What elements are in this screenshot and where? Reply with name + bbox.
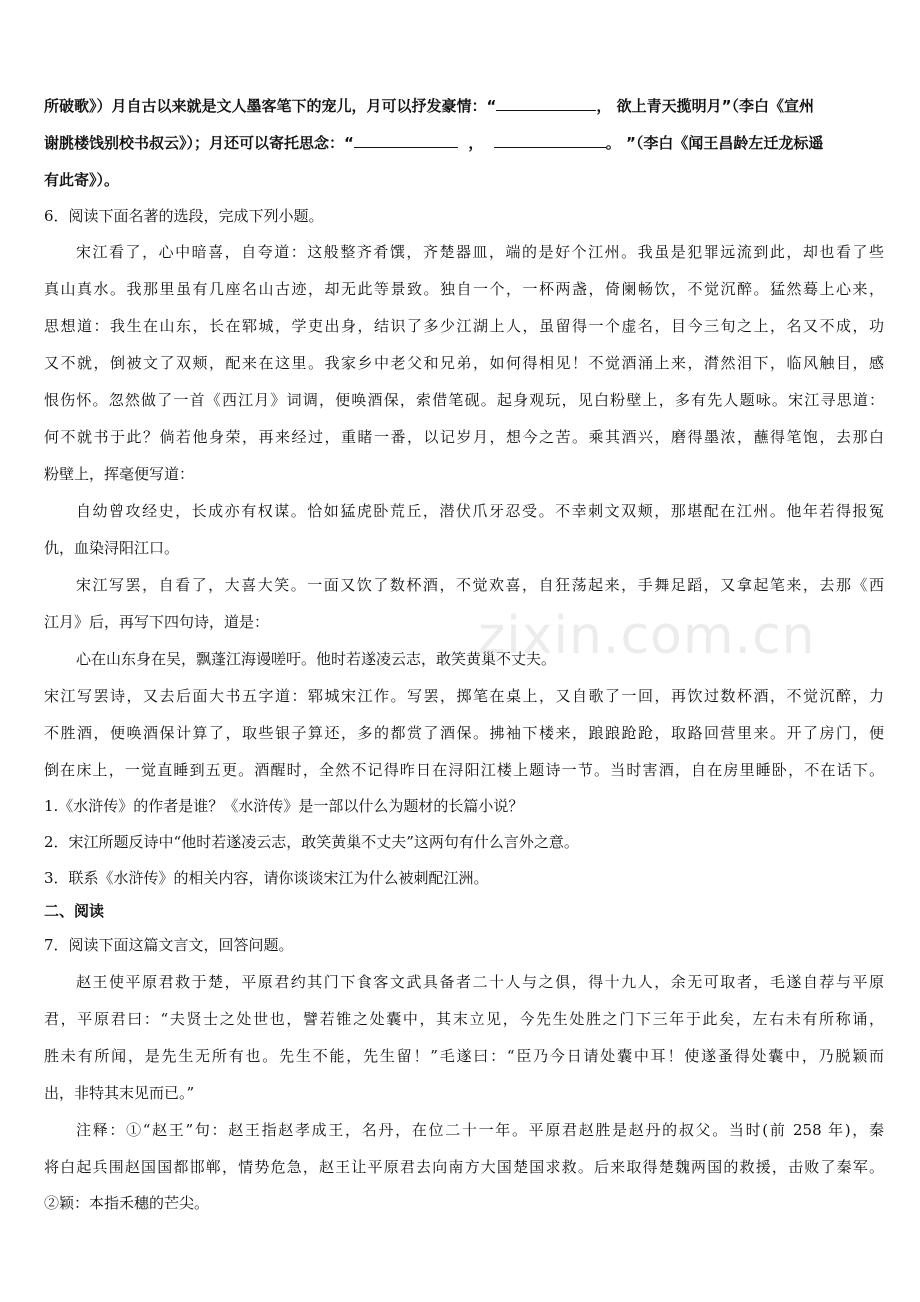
question-7-prompt: 7．阅读下面这篇文言文，回答问题。 xyxy=(44,936,294,954)
question-6-prompt: 6．阅读下面名著的选段，完成下列小题。 xyxy=(44,207,324,225)
answer-blank[interactable] xyxy=(494,133,606,148)
site-watermark: zixin.com.cn xyxy=(478,606,816,666)
passage-line: 粉壁上，挥毫便写道： xyxy=(44,465,195,483)
sub-question-3: 3．联系《水浒传》的相关内容，请你谈谈宋江为什么被刺配江洲。 xyxy=(44,869,489,887)
classical-text-line: 君，平原君曰：“夫贤士之处世也，譬若锥之处囊中，其末立见，今先生处胜之门下三年于此矣，左右未有所称诵， xyxy=(44,1010,884,1028)
ci-poem-line: 自幼曾攻经史，长成亦有权谋。恰如猛虎卧荒丘，潜伏爪牙忍受。不幸刺文双颊，那堪配在江州。他年若得报冤 xyxy=(76,502,884,520)
passage-line: 宋江看了，心中暗喜，自夸道：这般整齐肴馔，齐楚器皿，端的是好个江州。我虽是犯罪远流到此，却也看了些 xyxy=(76,243,884,261)
poem-question-text-1b: ， 欲上青天揽明月”（李白《宣州 xyxy=(596,97,814,115)
passage-line: 思想道：我生在山东，长在郓城，学吏出身，结识了多少江湖上人，虽留得一个虚名，目今三旬之上，名又不成，功 xyxy=(44,317,884,335)
poem-question-line-2 xyxy=(44,133,884,153)
answer-blank[interactable] xyxy=(354,133,458,148)
answer-blank[interactable] xyxy=(496,96,596,111)
passage-line: 恨伤怀。忽然做了一首《西江月》词调，便唤酒保，索借笔砚。起身观玩，见白粉壁上，多有先人题咏。宋江寻思道： xyxy=(44,391,884,409)
classical-text-line: 赵王使平原君救于楚，平原君约其门下食客文武具备者二十人与之俱，得十九人，余无可取者，毛遂自荐与平原 xyxy=(76,973,884,991)
passage-line: 真山真水。我那里虽有几座名山古迹，却无此等景致。独自一个，一杯两盏，倚阑畅饮，不觉沉醉。猛然蓦上心来， xyxy=(44,280,884,298)
poem-question-text-2c: 。 ”（李白《闻王昌龄左迁龙标遥 xyxy=(605,134,824,152)
passage-line: 不胜酒，便唤酒保计算了，取些银子算还，多的都赏了酒保。拂袖下楼来，踉踉跄跄，取路回营里来。开了房门，便 xyxy=(44,724,884,742)
annotation-line: 将白起兵围赵国国都邯郸，情势危急，赵王让平原君去向南方大国楚国求救。后来取得楚魏两国的救援，击败了秦军。 xyxy=(44,1158,884,1176)
annotation-line: 注释：①“赵王”句：赵王指赵孝成王，名丹，在位二十一年。平原君赵胜是赵丹的叔父。当时(前 258 年)，秦 xyxy=(76,1121,884,1139)
poem-question-line-3: 有此寄》）。 xyxy=(44,171,120,189)
poem-question-text-2b: ， xyxy=(468,134,484,152)
classical-text-line: 胜未有所闻，是先生无所有也。先生不能，先生留！”毛遂曰：“臣乃今日请处囊中耳！使遂蚤得处囊中，乃脱颖而 xyxy=(44,1047,884,1065)
passage-line: 宋江写罢诗，又去后面大书五字道：郓城宋江作。写罢，掷笔在桌上，又自歌了一回，再饮过数杯酒，不觉沉醉，力 xyxy=(44,687,884,705)
sub-question-2: 2．宋江所题反诗中“他时若遂凌云志，敢笑黄巢不丈夫”这两句有什么言外之意。 xyxy=(44,833,579,851)
poem-question-text-1: 所破歌》）月自古以来就是文人墨客笔下的宠儿，月可以抒发豪情：“ xyxy=(44,97,497,115)
rebel-poem-line: 心在山东身在吴，飘蓬江海谩嗟吁。他时若遂凌云志，敢笑黄巢不丈夫。 xyxy=(76,650,557,668)
passage-line: 倒在床上，一觉直睡到五更。酒醒时，全然不记得昨日在浔阳江楼上题诗一节。当时害酒，自在房里睡卧，不在话下。 xyxy=(44,761,884,779)
passage-line: 又不就，倒被文了双颊，配来在这里。我家乡中老父和兄弟，如何得相见！不觉酒涌上来，潸然泪下，临风触目，感 xyxy=(44,354,884,372)
passage-line: 宋江写罢，自看了，大喜大笑。一面又饮了数杯酒，不觉欢喜，自狂荡起来，手舞足蹈，又拿起笔来，去那《西 xyxy=(76,576,884,594)
passage-line: 何不就书于此？倘若他身荣，再来经过，重睹一番，以记岁月，想今之苦。乘其酒兴，磨得墨浓，蘸得笔饱，去那白 xyxy=(44,428,884,446)
annotation-line: ②颖：本指禾穗的芒尖。 xyxy=(44,1194,210,1212)
poem-question-line-1 xyxy=(44,96,884,116)
poem-question-text-2a: 谢朓楼饯别校书叔云》）；月还可以寄托思念：“ xyxy=(44,134,354,152)
section-heading: 二、阅读 xyxy=(44,902,105,920)
ci-poem-line: 仇，血染浔阳江口。 xyxy=(44,539,180,557)
sub-question-1: 1.《水浒传》的作者是谁？《水浒传》是一部以什么为题材的长篇小说？ xyxy=(44,797,524,815)
passage-line: 江月》后，再写下四句诗，道是： xyxy=(44,613,270,631)
classical-text-line: 出，非特其末见而已。” xyxy=(44,1084,195,1102)
